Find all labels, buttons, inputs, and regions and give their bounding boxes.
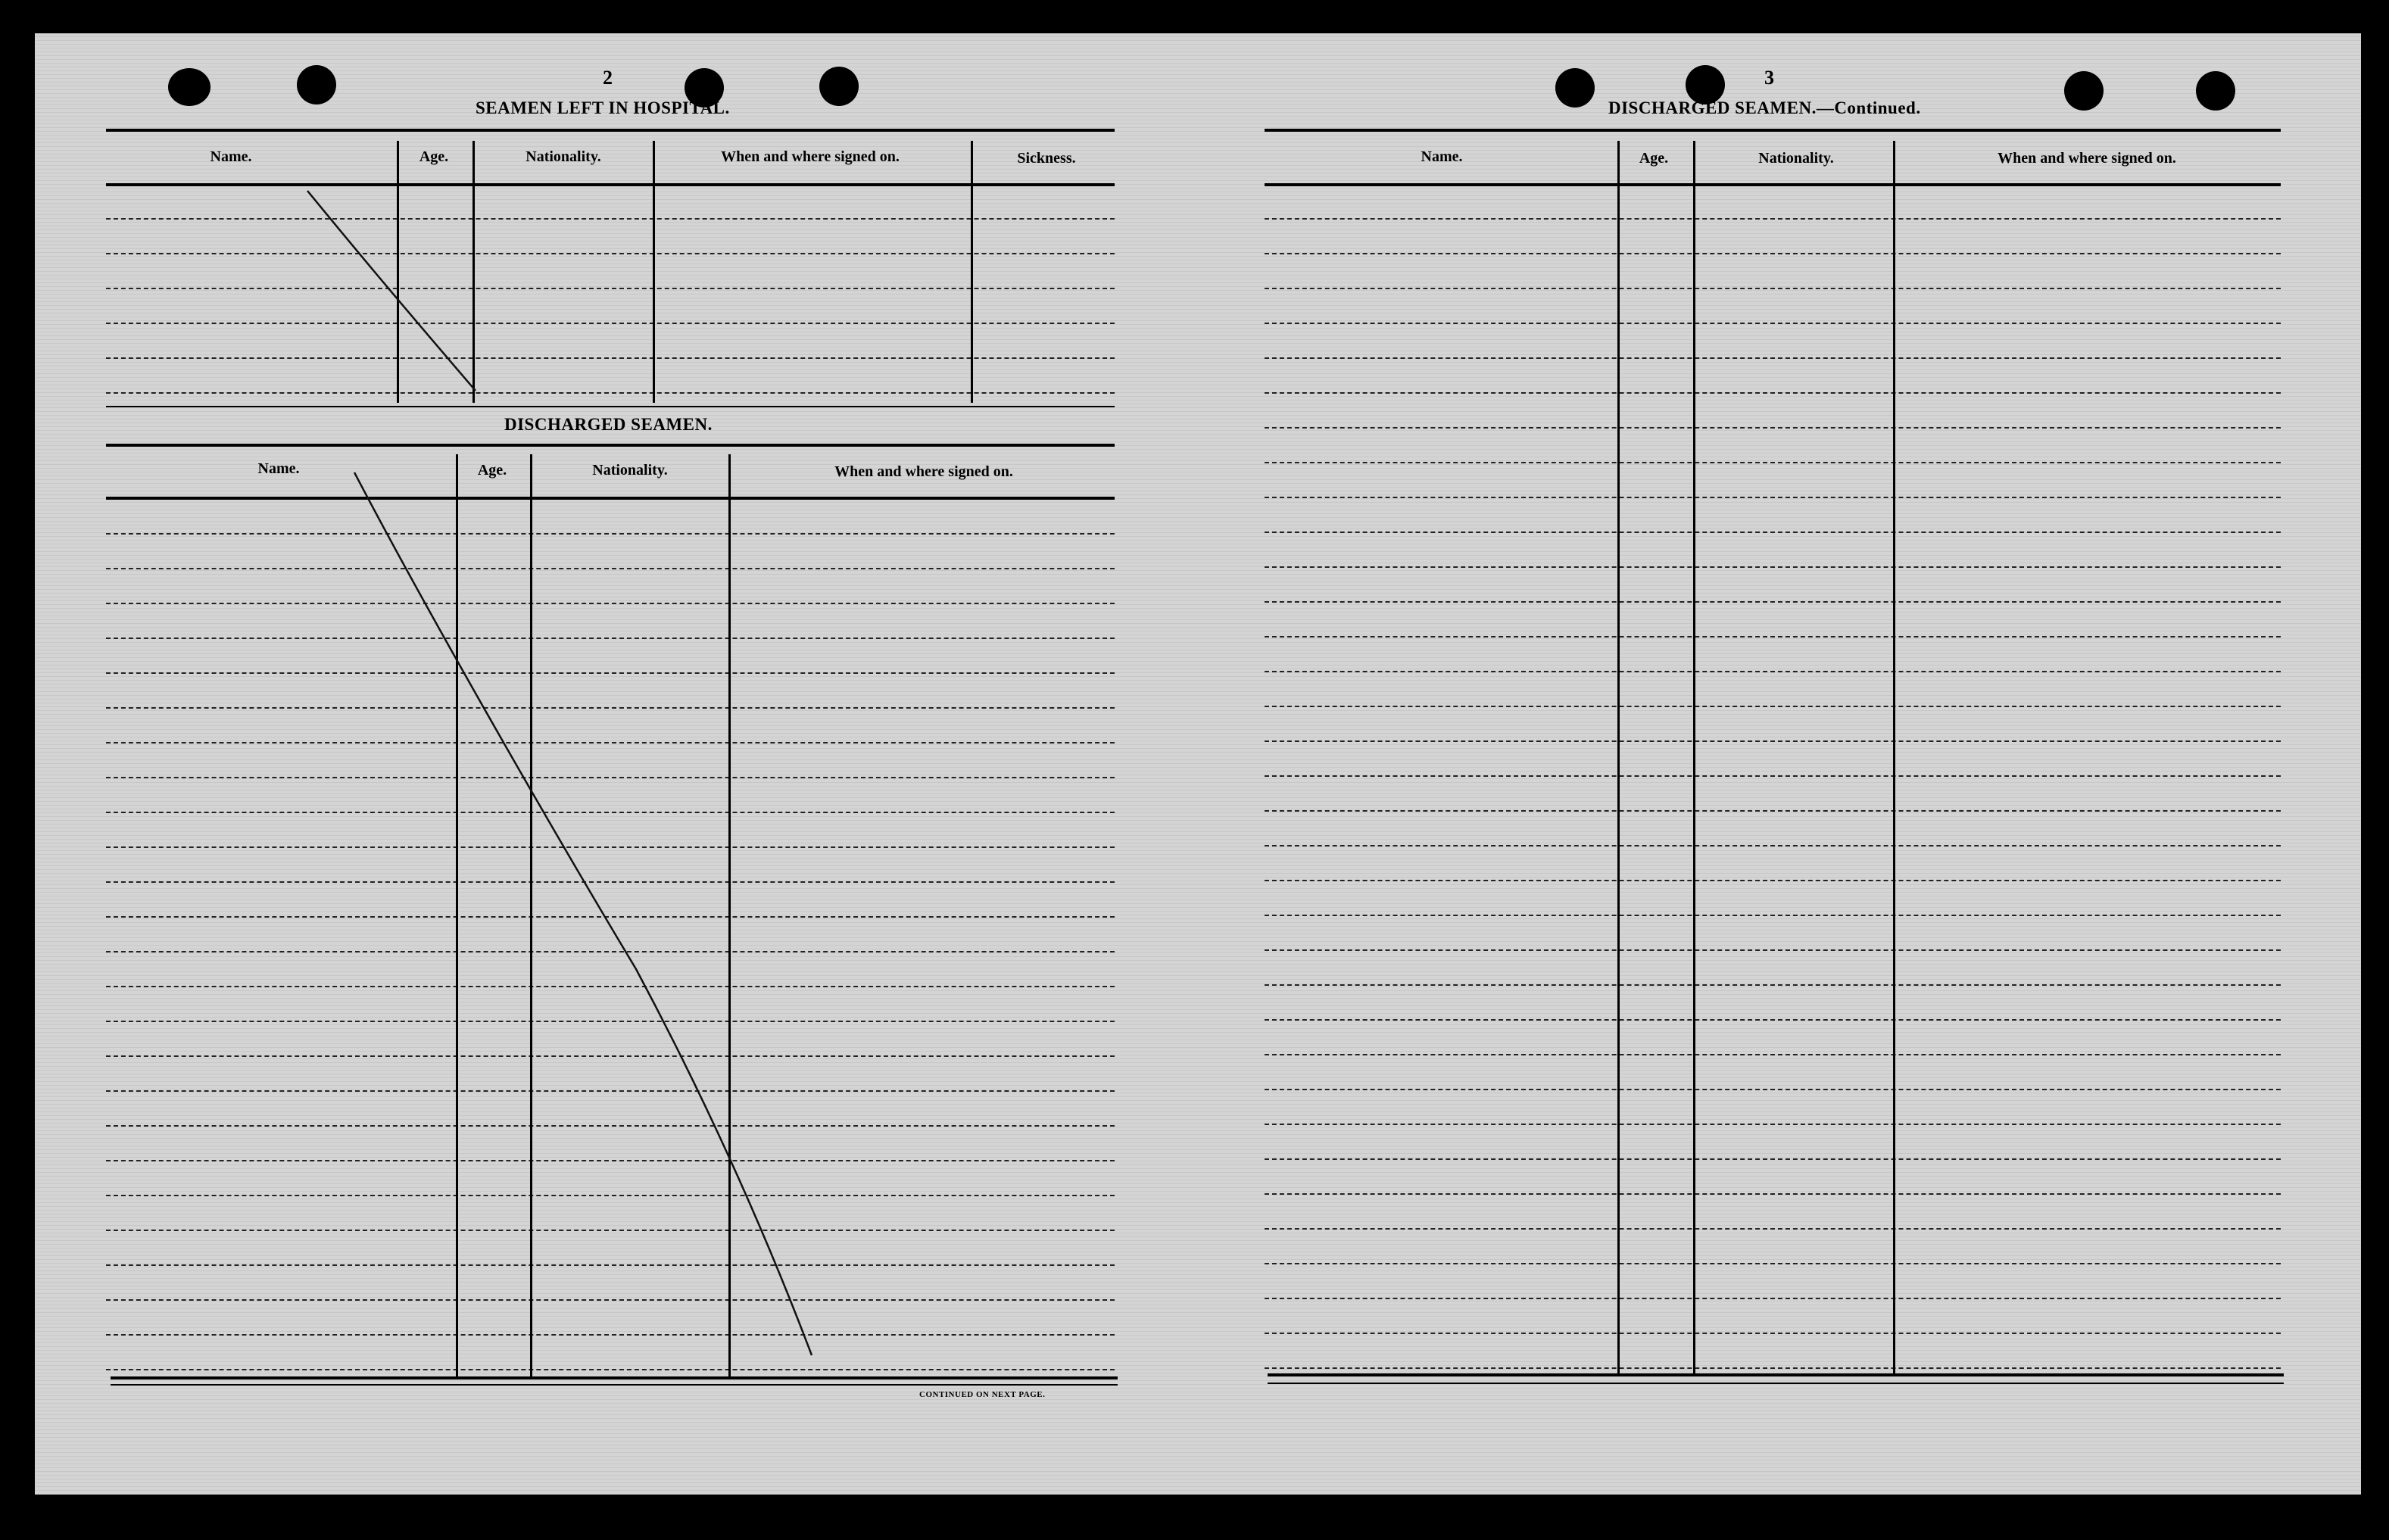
discharged-bottom-rule — [111, 1376, 1118, 1379]
right-row-rule — [1265, 1228, 2281, 1230]
discharged-row-rule — [106, 881, 1115, 883]
right-col-age-header: Age. — [1639, 150, 1669, 167]
hospital-row-rule — [106, 288, 1115, 289]
right-row-rule — [1265, 880, 2281, 881]
right-row-rule — [1265, 671, 2281, 672]
right-bottom-rule — [1268, 1373, 2284, 1376]
right-row-rule — [1265, 1263, 2281, 1264]
hospital-col-sickness-header: Sickness. — [1017, 150, 1076, 167]
continued-note: CONTINUED ON NEXT PAGE. — [919, 1390, 1046, 1399]
discharged-row-rule — [106, 1055, 1115, 1057]
right-row-rule — [1265, 1019, 2281, 1021]
discharged-section-title: DISCHARGED SEAMEN. — [504, 415, 713, 434]
discharged-col-nationality-header: Nationality. — [592, 462, 668, 479]
hospital-row-rule — [106, 357, 1115, 359]
right-bottom-rule-2 — [1268, 1383, 2284, 1384]
hospital-bottom-rule — [106, 406, 1115, 407]
discharged-row-rule — [106, 986, 1115, 987]
right-row-rule — [1265, 636, 2281, 638]
right-row-rule — [1265, 497, 2281, 498]
right-row-rule — [1265, 357, 2281, 359]
discharged-row-rule — [106, 1334, 1115, 1336]
hospital-col-separator — [397, 141, 399, 403]
discharged-row-rule — [106, 1160, 1115, 1161]
right-col-separator — [1617, 141, 1620, 1375]
right-row-rule — [1265, 427, 2281, 429]
right-page-number: 3 — [1764, 67, 1774, 89]
punch-hole — [2196, 71, 2235, 111]
right-row-rule — [1265, 462, 2281, 463]
hospital-col-name-header: Name. — [210, 148, 252, 165]
right-row-rule — [1265, 915, 2281, 916]
right-row-rule — [1265, 1298, 2281, 1299]
right-col-separator — [1693, 141, 1695, 1375]
discharged-row-rule — [106, 1299, 1115, 1301]
hospital-row-rule — [106, 218, 1115, 220]
discharged-col-separator — [530, 454, 532, 1376]
right-row-rule — [1265, 601, 2281, 603]
discharged-row-rule — [106, 1125, 1115, 1127]
discharged-top-rule — [106, 444, 1115, 447]
right-col-signed-on-header: When and where signed on. — [1998, 150, 2176, 167]
hospital-row-rule — [106, 323, 1115, 324]
discharged-row-rule — [106, 777, 1115, 778]
right-row-rule — [1265, 1158, 2281, 1160]
right-row-rule — [1265, 1333, 2281, 1334]
punch-hole — [1555, 68, 1595, 108]
discharged-bottom-rule-2 — [111, 1384, 1118, 1386]
right-row-rule — [1265, 253, 2281, 254]
discharged-row-rule — [106, 1195, 1115, 1196]
hospital-col-age-header: Age. — [419, 148, 449, 165]
discharged-row-rule — [106, 533, 1115, 535]
discharged-row-rule — [106, 1090, 1115, 1092]
discharged-header-rule — [106, 497, 1115, 500]
right-row-rule — [1265, 392, 2281, 394]
right-row-rule — [1265, 323, 2281, 324]
discharged-row-rule — [106, 812, 1115, 813]
right-row-rule — [1265, 740, 2281, 742]
hospital-section-title: SEAMEN LEFT IN HOSPITAL. — [476, 98, 730, 117]
discharged-row-rule — [106, 603, 1115, 604]
discharged-col-separator — [728, 454, 731, 1376]
discharged-col-separator — [456, 454, 458, 1376]
punch-hole — [297, 65, 336, 104]
discharged-col-age-header: Age. — [477, 462, 507, 479]
discharged-row-rule — [106, 672, 1115, 674]
right-row-rule — [1265, 1367, 2281, 1369]
right-row-rule — [1265, 218, 2281, 220]
right-row-rule — [1265, 845, 2281, 846]
hospital-col-separator — [971, 141, 973, 403]
hospital-col-separator — [653, 141, 655, 403]
hospital-col-nationality-header: Nationality. — [526, 148, 601, 165]
hospital-col-separator — [472, 141, 475, 403]
right-row-rule — [1265, 288, 2281, 289]
hospital-top-rule — [106, 129, 1115, 132]
right-section-title: DISCHARGED SEAMEN.—Continued. — [1608, 98, 1921, 117]
right-top-rule — [1265, 129, 2281, 132]
discharged-col-signed-on-header: When and where signed on. — [834, 463, 1013, 480]
right-row-rule — [1265, 566, 2281, 568]
right-col-nationality-header: Nationality. — [1758, 150, 1834, 167]
discharged-col-name-header: Name. — [257, 460, 300, 477]
discharged-row-rule — [106, 568, 1115, 569]
right-col-separator — [1893, 141, 1895, 1375]
hospital-row-rule — [106, 392, 1115, 394]
right-row-rule — [1265, 810, 2281, 812]
discharged-row-rule — [106, 951, 1115, 952]
discharged-row-rule — [106, 846, 1115, 848]
punch-hole — [2064, 71, 2104, 111]
left-page-number: 2 — [603, 67, 613, 89]
discharged-row-rule — [106, 916, 1115, 918]
punch-hole — [168, 68, 211, 106]
punch-hole — [819, 67, 859, 106]
right-row-rule — [1265, 532, 2281, 533]
hospital-row-rule — [106, 253, 1115, 254]
right-row-rule — [1265, 1054, 2281, 1055]
right-row-rule — [1265, 1089, 2281, 1090]
right-row-rule — [1265, 706, 2281, 707]
discharged-row-rule — [106, 1230, 1115, 1231]
right-row-rule — [1265, 1193, 2281, 1195]
discharged-row-rule — [106, 638, 1115, 639]
discharged-row-rule — [106, 1369, 1115, 1370]
discharged-row-rule — [106, 1264, 1115, 1266]
right-row-rule — [1265, 984, 2281, 986]
hospital-col-signed-on-header: When and where signed on. — [721, 148, 900, 165]
discharged-row-rule — [106, 707, 1115, 709]
hospital-header-rule — [106, 183, 1115, 186]
discharged-row-rule — [106, 742, 1115, 744]
right-row-rule — [1265, 775, 2281, 777]
discharged-row-rule — [106, 1021, 1115, 1022]
right-header-rule — [1265, 183, 2281, 186]
right-col-name-header: Name. — [1421, 148, 1463, 165]
right-row-rule — [1265, 949, 2281, 951]
right-row-rule — [1265, 1124, 2281, 1125]
